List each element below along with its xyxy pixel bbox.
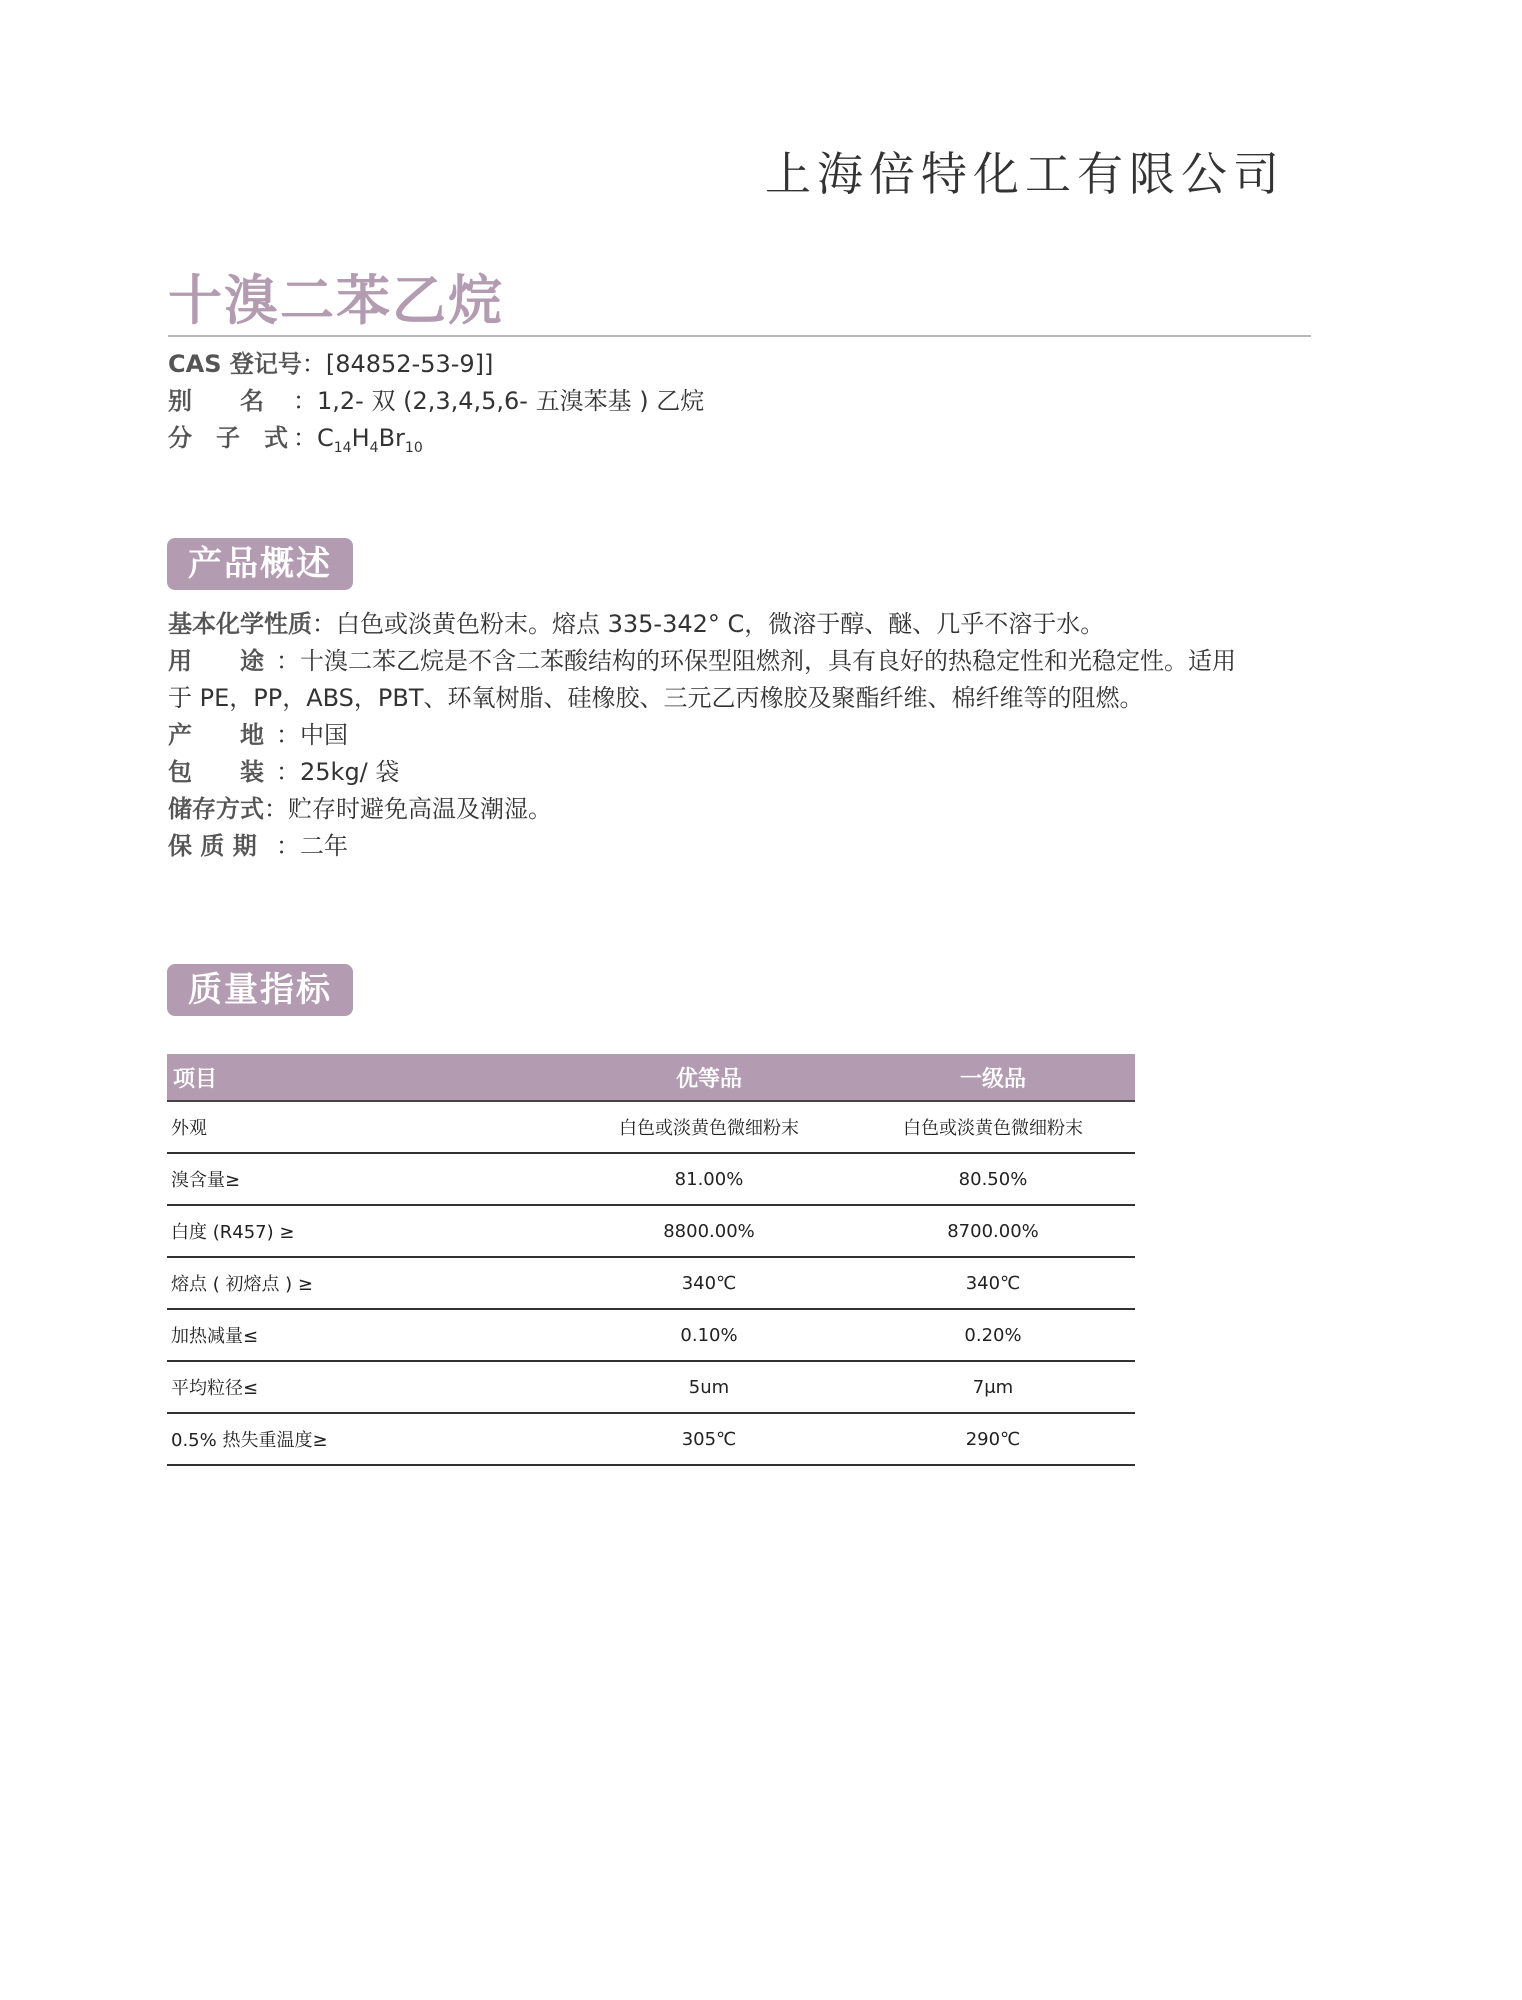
cas-line: CAS 登记号：[84852-53-9]] [168,346,704,383]
table-row [167,1309,1135,1361]
package-line: 包 装 ：25kg/ 袋 [168,754,1248,791]
column-header-first-grade: 一级品 [851,1054,1135,1101]
shelf-label: 保 质 期 [168,832,257,860]
origin-label: 产 地 [168,721,264,749]
table-cell: 7μm [851,1361,1135,1413]
use-value: 十溴二苯乙烷是不含二苯酸结构的环保型阻燃剂，具有良好的热稳定性和光稳定性。适用于 PE，PP，ABS，PBT、环氧树脂、硅橡胶、三元乙丙橡胶及聚酯纤维、棉纤维等的阻燃。 [168,647,1236,712]
table-cell: 白度 (R457) ≥ [167,1205,567,1257]
table-row [167,1205,1135,1257]
props-label: 基本化学性质 [168,610,312,638]
table-cell: 外观 [167,1101,567,1153]
package-label: 包 装 [168,758,264,786]
table-cell: 8800.00% [567,1205,851,1257]
table-row [167,1361,1135,1413]
table-cell: 0.5% 热失重温度≥ [167,1413,567,1465]
table-cell: 溴含量≥ [167,1153,567,1205]
overview-section [168,606,1248,865]
use-label: 用 途 [168,647,264,675]
column-header-item: 项目 [167,1054,567,1101]
alias-line: 别 名 ：1,2- 双 (2,3,4,5,6- 五溴苯基 ) 乙烷 [168,383,704,420]
product-identity [168,346,704,467]
origin-line: 产 地 ：中国 [168,717,1248,754]
props-value: 白色或淡黄色粉末。熔点 335-342° C，微溶于醇、醚、几乎不溶于水。 [336,610,1105,638]
quality-heading: 质量指标 [167,964,353,1016]
table-cell: 8700.00% [851,1205,1135,1257]
table-cell: 0.10% [567,1309,851,1361]
shelf-line: 保 质 期 ：二年 [168,828,1248,865]
alias-label: 别 名 [168,387,264,415]
table-cell: 白色或淡黄色微细粉末 [851,1101,1135,1153]
formula-value: $C_{14}H_4Br_{10}$ [317,424,423,456]
table-cell: 80.50% [851,1153,1135,1205]
table-cell: 平均粒径≤ [167,1361,567,1413]
table-cell: 熔点 ( 初熔点 ) ≥ [167,1257,567,1309]
use-line: 用 途 ：十溴二苯乙烷是不含二苯酸结构的环保型阻燃剂，具有良好的热稳定性和光稳定性。适用于 PE，PP，ABS，PBT、环氧树脂、硅橡胶、三元乙丙橡胶及聚酯纤维、棉纤维等的阻燃。 [168,643,1248,717]
cas-value: [84852-53-9]] [325,350,494,378]
storage-value: 贮存时避免高温及潮湿。 [288,795,552,823]
storage-label: 储存方式 [168,795,264,823]
table-cell: 5um [567,1361,851,1413]
alias-value: 1,2- 双 (2,3,4,5,6- 五溴苯基 ) 乙烷 [317,387,705,415]
table-cell: 340℃ [851,1257,1135,1309]
title-divider [168,335,1311,337]
props-line: 基本化学性质：白色或淡黄色粉末。熔点 335-342° C，微溶于醇、醚、几乎不溶于水。 [168,610,1105,638]
table-header-row [167,1054,1135,1101]
product-title: 十溴二苯乙烷 [168,269,504,332]
formula-line: 分 子 式 ：$C_{14}H_4Br_{10}$ [168,420,704,467]
table-cell: 290℃ [851,1413,1135,1465]
table-cell: 白色或淡黄色微细粉末 [567,1101,851,1153]
quality-table [167,1054,1135,1466]
table-cell: 0.20% [851,1309,1135,1361]
table-cell: 305℃ [567,1413,851,1465]
table-row [167,1257,1135,1309]
company-name: 上海倍特化工有限公司 [765,147,1285,201]
table-cell: 340℃ [567,1257,851,1309]
column-header-premium: 优等品 [567,1054,851,1101]
package-value: 25kg/ 袋 [300,758,400,786]
table-row [167,1153,1135,1205]
cas-label: CAS 登记号 [168,350,302,378]
table-row [167,1413,1135,1465]
storage-line: 储存方式：贮存时避免高温及潮湿。 [168,795,552,823]
table-row [167,1101,1135,1153]
table-cell: 81.00% [567,1153,851,1205]
overview-heading: 产品概述 [167,538,353,590]
shelf-value: 二年 [300,832,348,860]
formula-label: 分 子 式 [168,424,288,452]
origin-value: 中国 [300,721,348,749]
table-cell: 加热减量≤ [167,1309,567,1361]
